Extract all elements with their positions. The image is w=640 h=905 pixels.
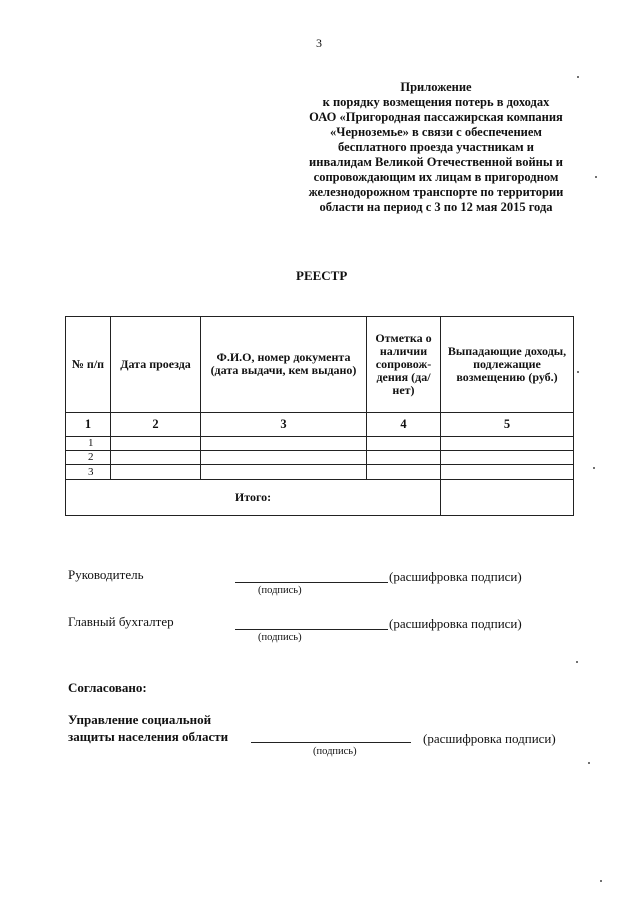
table-cell	[441, 436, 574, 450]
registry-table	[65, 316, 574, 516]
appendix-line: инвалидам Великой Отечественной войны и	[309, 155, 563, 169]
table-cell	[201, 436, 367, 450]
table-cell	[367, 451, 441, 465]
scan-speck	[593, 467, 595, 469]
column-number: 1	[66, 412, 111, 436]
director-decode: (расшифровка подписи)	[389, 569, 522, 584]
appendix-line: Приложение	[400, 80, 472, 94]
department-name	[68, 711, 228, 745]
total-label: Итого:	[66, 479, 441, 515]
header-name: Ф.И.О, номер документа (дата выдачи, кем выдано)	[201, 317, 367, 413]
department-signature-hint: (подпись)	[313, 746, 357, 757]
appendix-header	[286, 80, 586, 215]
table-row	[66, 451, 574, 465]
table-cell	[111, 451, 201, 465]
accountant-decode: (расшифровка подписи)	[389, 616, 522, 631]
total-value	[441, 479, 574, 515]
department-line: Управление социальной	[68, 712, 212, 727]
total-row	[66, 479, 574, 515]
accountant-signature-hint: (подпись)	[258, 632, 302, 643]
department-line: защиты населения области	[68, 729, 229, 744]
agreed-label: Согласовано:	[68, 680, 147, 695]
appendix-line: к порядку возмещения потерь в доходах	[322, 95, 550, 109]
page-number: 3	[316, 36, 322, 50]
scan-speck	[576, 661, 578, 663]
header-escort: Отметка о наличии сопровож-дения (да/нет)	[367, 317, 441, 413]
table-cell	[367, 465, 441, 479]
table-header-row	[66, 317, 574, 413]
table-cell	[201, 451, 367, 465]
table-cell	[201, 465, 367, 479]
row-number: 1	[66, 436, 111, 450]
row-number: 2	[66, 451, 111, 465]
appendix-line: железнодорожном транспорте по территории	[308, 185, 564, 199]
appendix-line: сопровождающим их лицам в пригородном	[313, 170, 559, 184]
row-number: 3	[66, 465, 111, 479]
director-label: Руководитель	[68, 567, 144, 582]
header-number: № п/п	[66, 317, 111, 413]
department-decode: (расшифровка подписи)	[423, 731, 556, 746]
table-row	[66, 465, 574, 479]
table-cell	[111, 465, 201, 479]
column-number: 4	[367, 412, 441, 436]
department-signature-line	[251, 742, 411, 743]
table-cell	[367, 436, 441, 450]
scan-speck	[595, 176, 597, 178]
appendix-line: бесплатного проезда участникам и	[337, 140, 534, 154]
header-date: Дата проезда	[111, 317, 201, 413]
scan-speck	[577, 371, 579, 373]
column-number: 5	[441, 412, 574, 436]
appendix-line: «Черноземье» в связи с обеспечением	[330, 125, 542, 139]
table-cell	[441, 451, 574, 465]
appendix-line: области на период с 3 по 12 мая 2015 года	[319, 200, 553, 214]
director-signature-hint: (подпись)	[258, 585, 302, 596]
column-numbers-row	[66, 412, 574, 436]
column-number: 2	[111, 412, 201, 436]
column-number: 3	[201, 412, 367, 436]
scan-speck	[600, 880, 602, 882]
director-signature-line	[235, 582, 388, 583]
header-income: Выпадающие доходы, подлежащие возмещению (руб.)	[441, 317, 574, 413]
table-row	[66, 436, 574, 450]
accountant-label: Главный бухгалтер	[68, 614, 174, 629]
table-cell	[111, 436, 201, 450]
scan-speck	[588, 762, 590, 764]
appendix-line: ОАО «Пригородная пассажирская компания	[309, 110, 563, 124]
scan-speck	[577, 76, 579, 78]
accountant-signature-line	[235, 629, 388, 630]
table-cell	[441, 465, 574, 479]
document-title: РЕЕСТР	[296, 268, 348, 283]
